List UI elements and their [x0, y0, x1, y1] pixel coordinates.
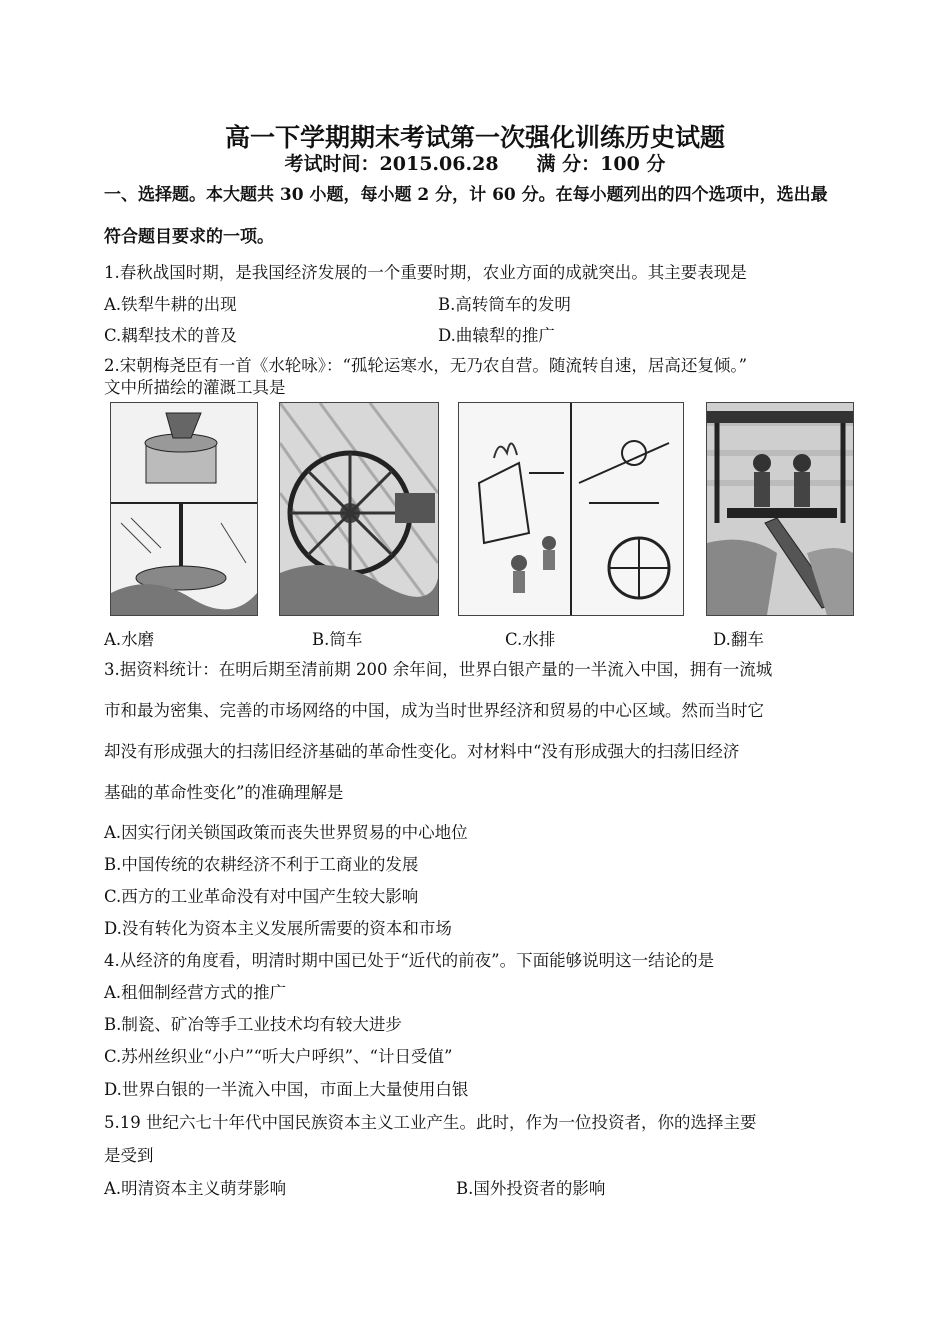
question-3-stem-line2: 市和最为密集、完善的市场网络的中国，成为当时世界经济和贸易的中心区域。然而当时它	[104, 701, 764, 720]
question-4-option-a: A.租佃制经营方式的推广	[104, 983, 287, 1002]
question-3-option-a: A.因实行闭关锁国政策而丧失世界贸易的中心地位	[104, 823, 468, 842]
question-1-option-b: B.高转筒车的发明	[438, 295, 571, 314]
question-2-option-d: D.翻车	[713, 630, 764, 649]
page-title: 高一下学期期末考试第一次强化训练历史试题	[224, 123, 725, 152]
water-mill-illustration	[110, 402, 258, 616]
question-2-stem-line2: 文中所描绘的灌溉工具是	[104, 378, 286, 397]
square-pallet-chain-pump-illustration	[706, 402, 854, 616]
question-1-stem: 1.春秋战国时期，是我国经济发展的一个重要时期，农业方面的成就突出。其主要表现是	[104, 263, 747, 282]
question-3-option-b: B.中国传统的农耕经济不利于工商业的发展	[104, 855, 419, 874]
question-5-option-b: B.国外投资者的影响	[456, 1179, 606, 1198]
question-5-option-a: A.明清资本主义萌芽影响	[104, 1179, 287, 1198]
question-4-option-d: D.世界白银的一半流入中国，市面上大量使用白银	[104, 1080, 469, 1099]
question-4-option-b: B.制瓷、矿冶等手工业技术均有较大进步	[104, 1015, 402, 1034]
question-1-option-a: A.铁犁牛耕的出现	[104, 295, 237, 314]
question-1-option-d: D.曲辕犁的推广	[438, 326, 555, 345]
question-3-stem-line3: 却没有形成强大的扫荡旧经济基础的革命性变化。对材料中“没有形成强大的扫荡旧经济	[104, 742, 740, 761]
section-instructions-line1: 一、选择题。本大题共 30 小题，每小题 2 分，计 60 分。在每小题列出的四个选项中，选出最	[104, 185, 828, 205]
question-3-stem-line1: 3.据资料统计：在明后期至清前期 200 余年间，世界白银产量的一半流入中国，拥有一流城	[104, 660, 773, 679]
question-5-stem-line2: 是受到	[104, 1146, 154, 1165]
question-4-option-c: C.苏州丝织业“小户”“听大户呼织”、“计日受值”	[104, 1047, 453, 1066]
water-bellows-illustration	[458, 402, 684, 616]
exam-info: 考试时间：2015.06.28 满 分：100 分	[284, 153, 666, 175]
question-2-option-b: B.筒车	[312, 630, 363, 649]
question-2-option-a: A.水磨	[104, 630, 155, 649]
question-3-option-c: C.西方的工业革命没有对中国产生较大影响	[104, 887, 419, 906]
question-2-option-c: C.水排	[505, 630, 556, 649]
tube-wheel-illustration	[279, 402, 439, 616]
question-3-stem-line4: 基础的革命性变化”的准确理解是	[104, 783, 344, 802]
question-1-option-c: C.耦犁技术的普及	[104, 326, 237, 345]
question-4-stem: 4.从经济的角度看，明清时期中国已处于“近代的前夜”。下面能够说明这一结论的是	[104, 951, 715, 970]
question-5-stem-line1: 5.19 世纪六七十年代中国民族资本主义工业产生。此时，作为一位投资者，你的选择主要	[104, 1113, 757, 1132]
section-instructions-line2: 符合题目要求的一项。	[104, 227, 274, 247]
question-2-stem-line1: 2.宋朝梅尧臣有一首《水轮咏》：“孤轮运寒水，无乃农自营。随流转自速，居高还复倾。”	[104, 356, 748, 375]
question-3-option-d: D.没有转化为资本主义发展所需要的资本和市场	[104, 919, 452, 938]
